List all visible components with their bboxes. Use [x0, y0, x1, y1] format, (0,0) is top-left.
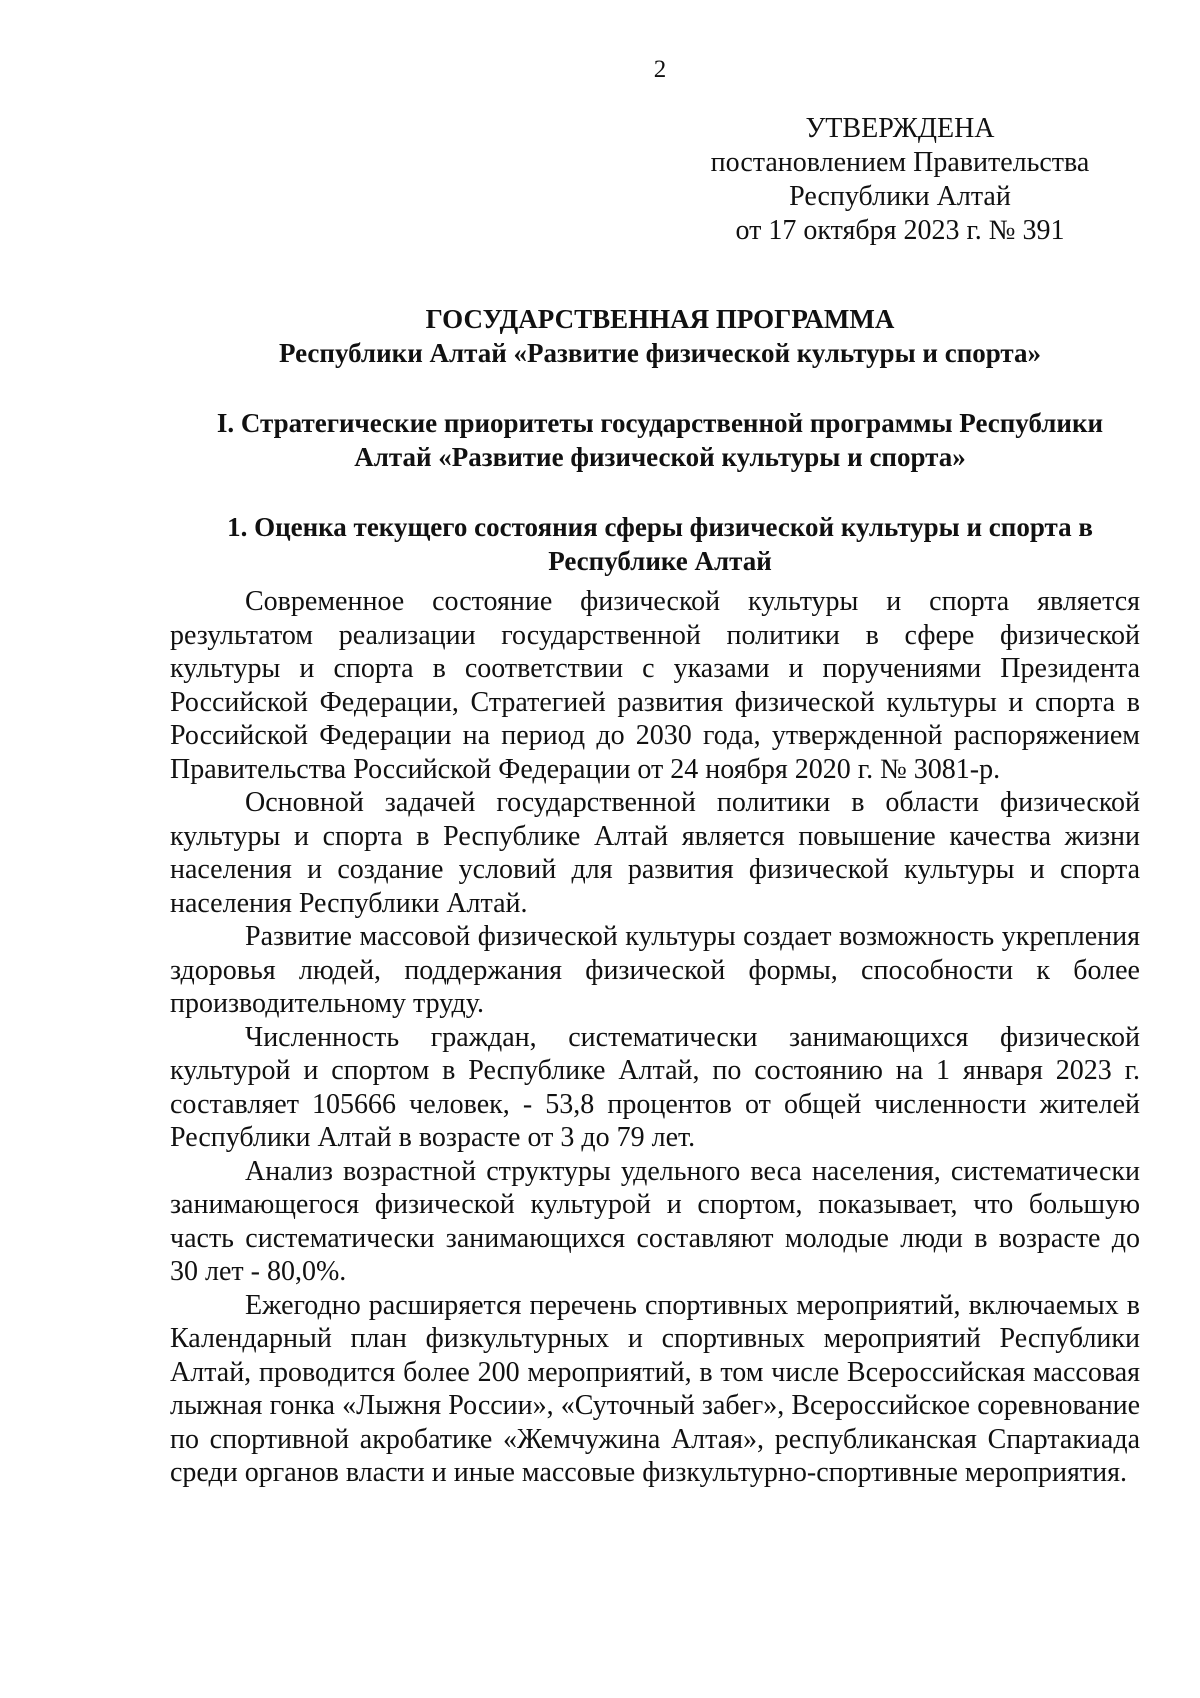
page-number: 2 — [653, 56, 667, 83]
subsection-heading-line-2: Республике Алтай — [548, 546, 772, 576]
approval-block — [700, 112, 1100, 248]
paragraph: Анализ возрастной структуры удельного веса населения, систематически занимающегося физической культурой и спортом, показывает, что большую часть систематически занимающихся составляют молодые люди в возрасте до 30 лет - 80,0%. — [170, 1155, 1140, 1287]
document-subtitle: Республики Алтай «Развитие физической культуры и спорта» — [278, 338, 1042, 368]
subsection-heading — [170, 510, 1150, 578]
approval-line-2: Республики Алтай — [789, 181, 1011, 212]
subsection-heading-line-1: 1. Оценка текущего состояния сферы физической культуры и спорта в — [227, 512, 1093, 542]
approval-line-1: постановлением Правительства — [710, 147, 1090, 178]
document-headings — [170, 302, 1150, 578]
section-heading-line-1: I. Стратегические приоритеты государственной программы Республики — [216, 408, 1104, 438]
paragraph: Развитие массовой физической культуры создает возможность укрепления здоровья людей, поддержания физической формы, способности к более производительному труду. — [170, 921, 1140, 1019]
section-heading — [170, 406, 1150, 474]
paragraph: Ежегодно расширяется перечень спортивных мероприятий, включаемых в Календарный план физкультурных и спортивных мероприятий Республики Алтай, проводится более 200 мероприятий, в том числе Всероссийская массовая лыжная гонка «Лыжня России», «Суточный забег», Всероссийское соревнование по спортивной акробатике «Жемчужина Алтая», республиканская Спартакиада среди органов власти и иные массовые физкультурно-спортивные мероприятия. — [170, 1289, 1140, 1488]
paragraph: Современное состояние физической культуры и спорта является результатом реализации государственной политики в сфере физической культуры и спорта в соответствии с указами и поручениями Президента Российской Федерации, Стратегией развития физической культуры и спорта в Российской Федерации на период до 2030 года, утвержденной распоряжением Правительства Российской Федерации от 24 ноября 2020 г. № 3081-р. — [170, 586, 1140, 785]
paragraph: Численность граждан, систематически занимающихся физической культурой и спортом в Республике Алтай, по состоянию на 1 января 2023 г. составляет 105666 человек, - 53,8 процентов от общей численности жителей Республики Алтай в возрасте от 3 до 79 лет. — [170, 1021, 1140, 1153]
body-text — [170, 585, 1140, 1490]
approval-word: УТВЕРЖДЕНА — [805, 113, 995, 144]
approval-line-3: от 17 октября 2023 г. № 391 — [735, 215, 1065, 246]
paragraph: Основной задачей государственной политики в области физической культуры и спорта в Республике Алтай является повышение качества жизни населения и создание условий для развития физической культуры и спорта населения Республики Алтай. — [170, 787, 1140, 919]
section-heading-line-2: Алтай «Развитие физической культуры и спорта» — [354, 442, 966, 472]
document-title: ГОСУДАРСТВЕННАЯ ПРОГРАММА — [425, 304, 895, 334]
